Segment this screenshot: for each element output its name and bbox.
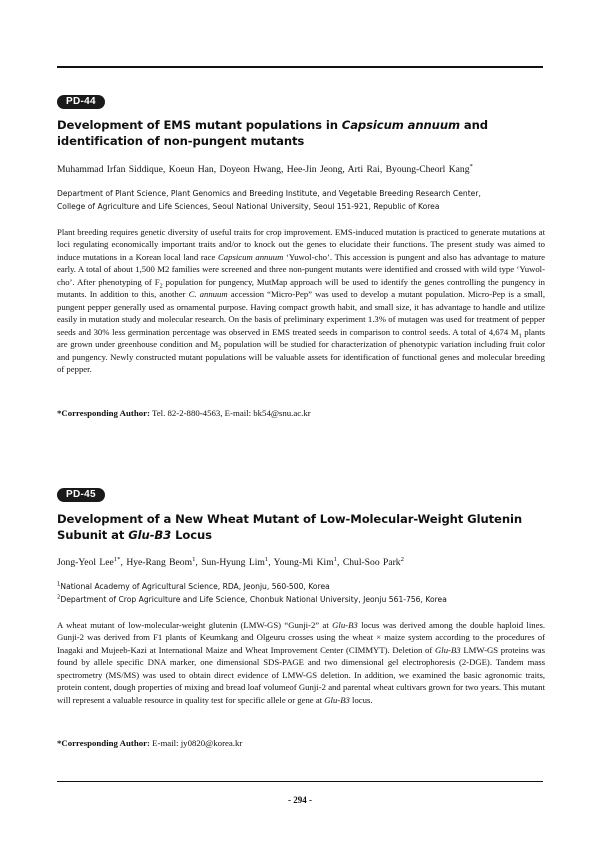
affiliation-line xyxy=(57,593,547,606)
affiliation-line xyxy=(57,580,547,593)
abstract-subscript: 2 xyxy=(159,283,163,290)
author: Hee-Jin Jeong xyxy=(286,164,343,175)
abstract-italic: C. annuum xyxy=(188,289,228,300)
affiliation-mark: 1 xyxy=(57,581,61,588)
affiliation-text: Department of Crop Agriculture and Life Science, Chonbuk National University, Jeonju 561-756, Korea xyxy=(60,595,447,604)
affiliation-block xyxy=(57,187,547,213)
author: Koeun Han xyxy=(168,164,214,175)
author-mark: 2 xyxy=(400,555,404,563)
top-rule xyxy=(57,66,543,68)
corresponding-label: *Corresponding Author: xyxy=(57,408,150,418)
author-mark: 1 xyxy=(192,555,196,563)
abstract xyxy=(57,226,545,375)
abstract-text: Plant breeding requires genetic diversity of useful traits for crop improvement. EMS-induced mutation is practiced to generate mutations at loci regulating economically important traits and/or to knock out the genes to elucidate their functions. The present study was aimed to induce mutations in a Korean local land race xyxy=(57,227,545,262)
author-mark: 1 xyxy=(264,555,269,563)
abstract-text: A wheat mutant of low-molecular-weight glutenin (LMW-GS) “Gunji-2” at xyxy=(57,620,333,630)
author: Arti Rai xyxy=(347,164,380,175)
author-list: Muhammad Irfan Siddique, Koeun Han, Doyeon Hwang, Hee-Jin Jeong, Arti Rai, Byoung-Cheorl Kang* xyxy=(57,162,473,175)
abstract-text: population will be studied for characterization of phenotypic variation including fruit color and pungency. Newly constructed mutant populations will be valuable assets for identification of functional genes and molecular breeding of pepper. xyxy=(57,339,545,374)
corresponding-author xyxy=(57,407,545,419)
affiliation-line: Department of Plant Science, Plant Genomics and Breeding Institute, and Vegetable Breeding Research Center, xyxy=(57,189,481,198)
affiliation-block xyxy=(57,580,547,606)
abstract-subscript: 1 xyxy=(518,333,522,340)
abstract-text: LMW-GS proteins was found by allele specific DNA marker, one dimensional SDS-PAGE and two dimensional gel electrophoresis (2-DGE). Tandem mass spectrometry (MS/MS) was used to obtain direct evidence of LMW-GS deletion. In addition, we examined the basic agronomic traits, protein content, dough properties of mixing and bread loaf volumeof Gunji-2 and parental wheat cultivars grown for two years. This mutant will represent a valuable resource in quality test for specific allele or gene at xyxy=(57,644,546,705)
bottom-rule xyxy=(57,781,543,782)
author: Young-Mi Kim xyxy=(273,557,334,568)
abstract-text: population for pungency, MutMap approach will be used to identify the genes controlling the pungency in mutants. In addition to this, another xyxy=(57,276,545,300)
author-mark: 1 xyxy=(333,555,338,563)
abstract-italic: Glu-B3 xyxy=(324,694,350,705)
affiliation-text: National Academy of Agricultural Science, RDA, Jeonju, 560-500, Korea xyxy=(60,582,330,591)
abstract xyxy=(57,619,545,706)
author: Chul-Soo Park xyxy=(342,557,401,568)
title-part: and identification of non-pungent mutants xyxy=(57,118,488,148)
title-part: Locus xyxy=(171,527,212,542)
abstract-italic: Capsicum annuum xyxy=(217,251,284,262)
corresponding-label: *Corresponding Author: xyxy=(57,738,150,748)
affiliation-line: College of Agriculture and Life Sciences, Seoul National University, Seoul 151-921, Republic of Korea xyxy=(57,202,440,211)
page-number: - 294 - xyxy=(288,795,312,805)
article-code-badge: PD-44 xyxy=(57,95,105,109)
title-species: Capsicum annuum xyxy=(341,118,460,132)
corresponding-contact: Tel. 82-2-880-4563, E-mail: bk54@snu.ac.kr xyxy=(152,408,311,418)
abstract-text: ‘Yuwol-cho’. This accession is pungent and also has advantage to mature early. A total of about 1,500 M2 families were screened and three non-pungent mutants were identified and crossed with wild type ‘Yuwol-cho’. After phenotyping of F xyxy=(57,251,545,287)
title-gene: Glu-B3 xyxy=(128,527,172,542)
author-list: Jong-Yeol Lee$^{1*}$, Hye-Rang Beom$^1$, Sun-Hyung Lim$^1$, Young-Mi Kim$^1$, Chul-Soo Park$^2$ xyxy=(57,555,404,568)
corresponding-author xyxy=(57,737,545,749)
author: Jong-Yeol Lee xyxy=(57,557,114,568)
title-part: Development of EMS mutant populations in xyxy=(57,118,342,132)
author: Hye-Rang Beom xyxy=(126,557,193,568)
abstract-text: locus was derived among the double haploid lines. Gunji-2 was derived from F1 plants of Keumkang and Olgeuru crosses using the wheat × maize system according to the procedures of Inagaki and Mujeeb-Kazi at International Maize and Wheat Improvement Center (CIMMYT). Deletion of xyxy=(57,620,545,655)
author-mark: * xyxy=(469,162,473,170)
affiliation-mark: 2 xyxy=(57,594,61,601)
title-part: Development of a New Wheat Mutant of Low-Molecular-Weight Glutenin Subunit at xyxy=(57,512,523,542)
author-mark: 1* xyxy=(113,555,121,563)
abstract-text: plants are grown under greenhouse condition and M xyxy=(57,326,545,350)
corresponding-contact: E-mail: jy0820@korea.kr xyxy=(152,738,243,748)
author: Byoung-Cheorl Kang xyxy=(385,164,470,175)
article-code-badge: PD-45 xyxy=(57,488,105,502)
abstract-italic: Glu-B3 xyxy=(332,620,358,630)
author: Doyeon Hwang xyxy=(219,164,281,175)
abstract-text: locus. xyxy=(349,694,373,705)
author: Muhammad Irfan Siddique xyxy=(57,164,163,175)
article-title xyxy=(57,512,545,543)
author: Sun-Hyung Lim xyxy=(201,557,265,568)
abstract-italic: Glu-B3 xyxy=(435,644,461,655)
abstract-subscript: 2 xyxy=(218,345,222,352)
article-title xyxy=(57,118,545,149)
abstract-text: accession “Micro-Pep” was used to develop a mutant population. Micro-Pep is a small, pungent pepper generally used as ornamental purpose. Having compact growth habit, and small size, it has advantage to handle and utilize easily in mutation study and molecular research. On the basis of preliminary experiment 1.3% of mutagen was used for treatment of pepper seeds and 30% less germination percentage was observed in EMS treated seeds in comparison to control seeds. A total of 4,674 M xyxy=(57,289,546,337)
